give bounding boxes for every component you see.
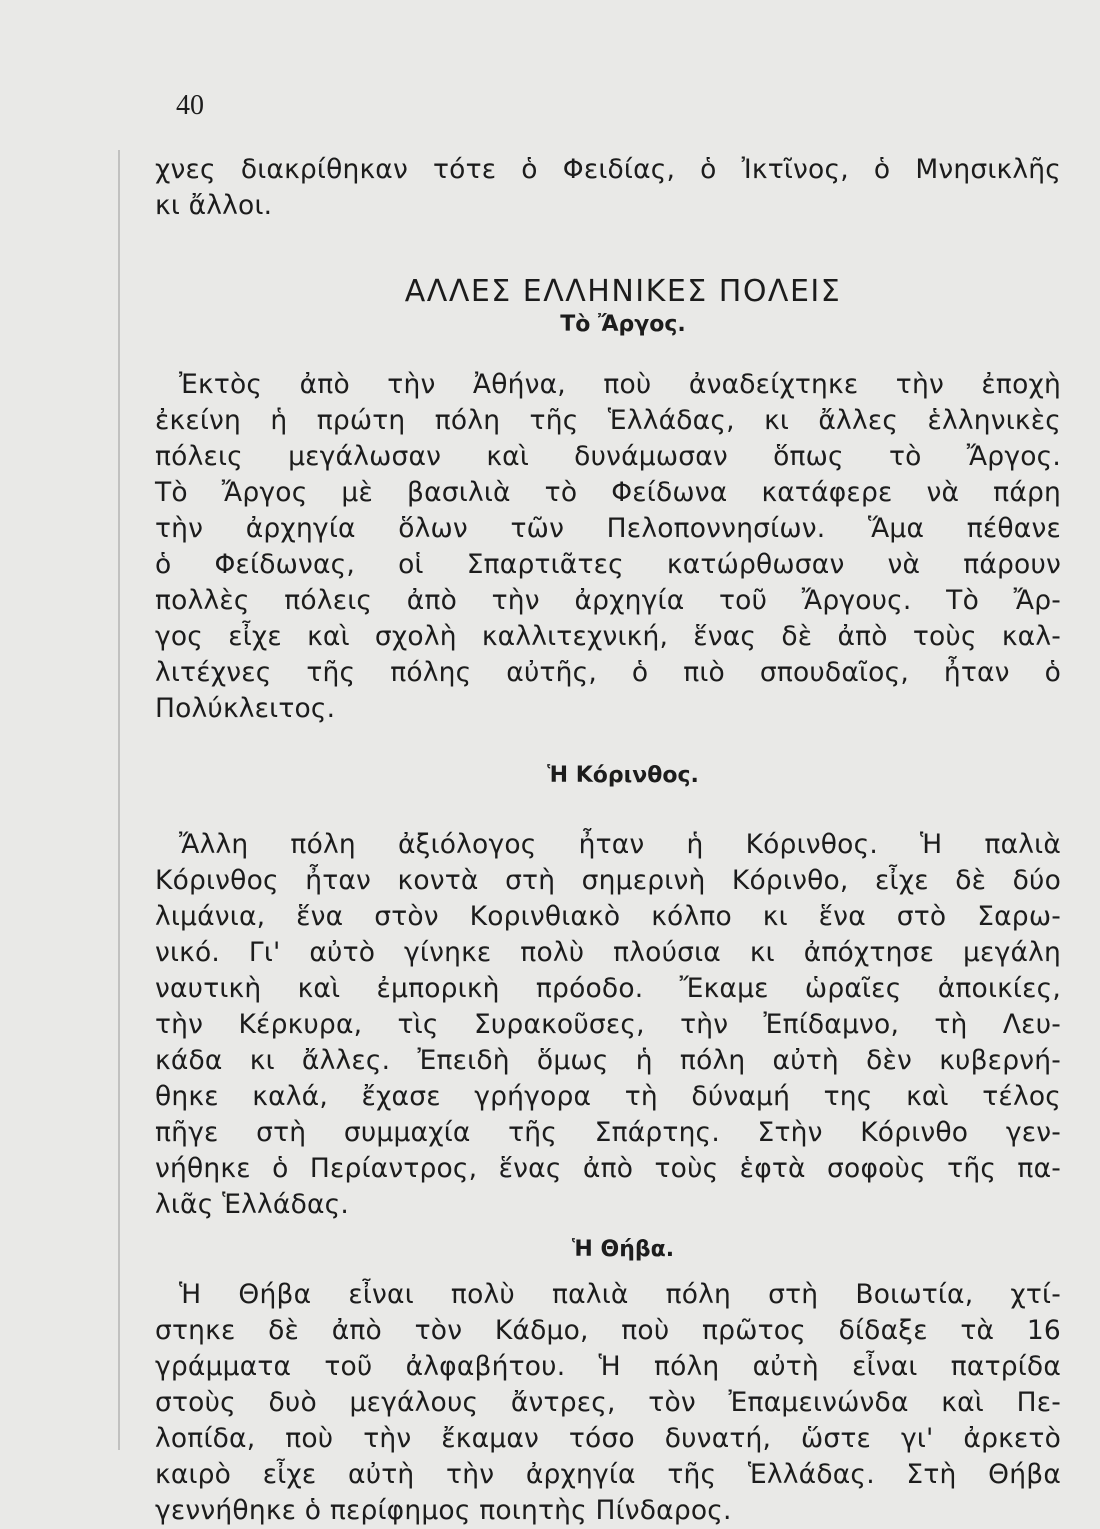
thiva-heading: Ἡ Θήβα.: [571, 1237, 675, 1262]
text-line: Κόρινθος ἦταν κοντὰ στὴ σημερινὴ Κόρινθο, εἶχε δὲ δύο: [155, 865, 1061, 896]
text-line: πόλεις μεγάλωσαν καὶ δυνάμωσαν ὅπως τὸ Ἄργος.: [155, 441, 1061, 472]
text-line: τὴν ἀρχηγία ὅλων τῶν Πελοποννησίων. Ἅμα πέθανε: [155, 513, 1061, 544]
text-line: Ἡ Θήβα εἶναι πολὺ παλιὰ πόλη στὴ Βοιωτία, χτί-: [179, 1279, 1061, 1310]
page-number: 40: [176, 90, 204, 121]
text-line: λιμάνια, ἕνα στὸν Κορινθιακὸ κόλπο κι ἕνα στὸ Σαρω-: [155, 901, 1061, 932]
text-line: θηκε καλά, ἔχασε γρήγορα τὴ δύναμή της καὶ τέλος: [155, 1081, 1061, 1112]
thiva-paragraph: [155, 1277, 1061, 1529]
korinthos-heading: Ἡ Κόρινθος.: [547, 763, 699, 788]
text-line: Ἄλλη πόλη ἀξιόλογος ἦταν ἡ Κόρινθος. Ἡ παλιὰ: [179, 829, 1061, 860]
intro-paragraph: [155, 152, 1061, 224]
text-line: κι ἄλλοι.: [155, 190, 273, 221]
text-line: ὁ Φείδωνας, οἱ Σπαρτιᾶτες κατώρθωσαν νὰ πάρουν: [155, 549, 1061, 580]
text-line: γος εἶχε καὶ σχολὴ καλλιτεχνική, ἕνας δὲ ἀπὸ τοὺς καλ-: [155, 621, 1061, 652]
text-line: στοὺς δυὸ μεγάλους ἄντρες, τὸν Ἐπαμεινώνδα καὶ Πε-: [155, 1387, 1061, 1418]
text-line: γράμματα τοῦ ἀλφαβήτου. Ἡ πόλη αὐτὴ εἶναι πατρίδα: [155, 1351, 1061, 1382]
text-line: χνες διακρίθηκαν τότε ὁ Φειδίας, ὁ Ἰκτῖνος, ὁ Μνησικλῆς: [155, 154, 1061, 185]
text-line: λιτέχνες τῆς πόλης αὐτῆς, ὁ πιὸ σπουδαῖος, ἦταν ὁ: [155, 657, 1061, 688]
text-line: ἐκείνη ἡ πρώτη πόλη τῆς Ἑλλάδας, κι ἄλλες ἑλληνικὲς: [155, 405, 1061, 436]
text-line: λιᾶς Ἑλλάδας.: [155, 1189, 350, 1220]
section-title: ΑΛΛΕΣ ΕΛΛΗΝΙΚΕΣ ΠΟΛΕΙΣ: [404, 274, 842, 309]
text-line: πολλὲς πόλεις ἀπὸ τὴν ἀρχηγία τοῦ Ἄργους. Τὸ Ἄρ-: [155, 585, 1061, 616]
text-line: νήθηκε ὁ Περίαντρος, ἕνας ἀπὸ τοὺς ἑφτὰ σοφοὺς τῆς πα-: [155, 1153, 1061, 1184]
text-line: νικό. Γι' αὐτὸ γίνηκε πολὺ πλούσια κι ἀπόχτησε μεγάλη: [155, 937, 1061, 968]
text-line: γεννήθηκε ὁ περίφημος ποιητὴς Πίνδαρος.: [155, 1495, 732, 1526]
text-line: τὴν Κέρκυρα, τὶς Συρακοῦσες, τὴν Ἐπίδαμνο, τὴ Λευ-: [155, 1009, 1061, 1040]
argos-heading: Τὸ Ἄργος.: [560, 312, 686, 337]
text-line: Ἐκτὸς ἀπὸ τὴν Ἀθήνα, ποὺ ἀναδείχτηκε τὴν ἐποχὴ: [179, 369, 1061, 400]
text-line: πῆγε στὴ συμμαχία τῆς Σπάρτης. Στὴν Κόρινθο γεν-: [155, 1117, 1061, 1148]
text-line: καιρὸ εἶχε αὐτὴ τὴν ἀρχηγία τῆς Ἑλλάδας. Στὴ Θήβα: [155, 1459, 1061, 1490]
korinthos-paragraph: [155, 827, 1061, 1223]
text-line: Τὸ Ἄργος μὲ βασιλιὰ τὸ Φείδωνα κατάφερε νὰ πάρη: [155, 477, 1061, 508]
text-line: λοπίδα, ποὺ τὴν ἔκαμαν τόσο δυνατή, ὥστε γι' ἀρκετὸ: [155, 1423, 1061, 1454]
text-line: Πολύκλειτος.: [155, 693, 336, 724]
margin-mark: [118, 150, 120, 1450]
text-line: ναυτικὴ καὶ ἐμπορικὴ πρόοδο. Ἔκαμε ὡραῖες ἀποικίες,: [155, 973, 1061, 1004]
page-body: [155, 152, 1061, 1529]
text-line: στηκε δὲ ἀπὸ τὸν Κάδμο, ποὺ πρῶτος δίδαξε τὰ 16: [155, 1315, 1061, 1346]
argos-paragraph: [155, 367, 1061, 727]
text-line: κάδα κι ἄλλες. Ἐπειδὴ ὅμως ἡ πόλη αὐτὴ δὲν κυβερνή-: [155, 1045, 1061, 1076]
